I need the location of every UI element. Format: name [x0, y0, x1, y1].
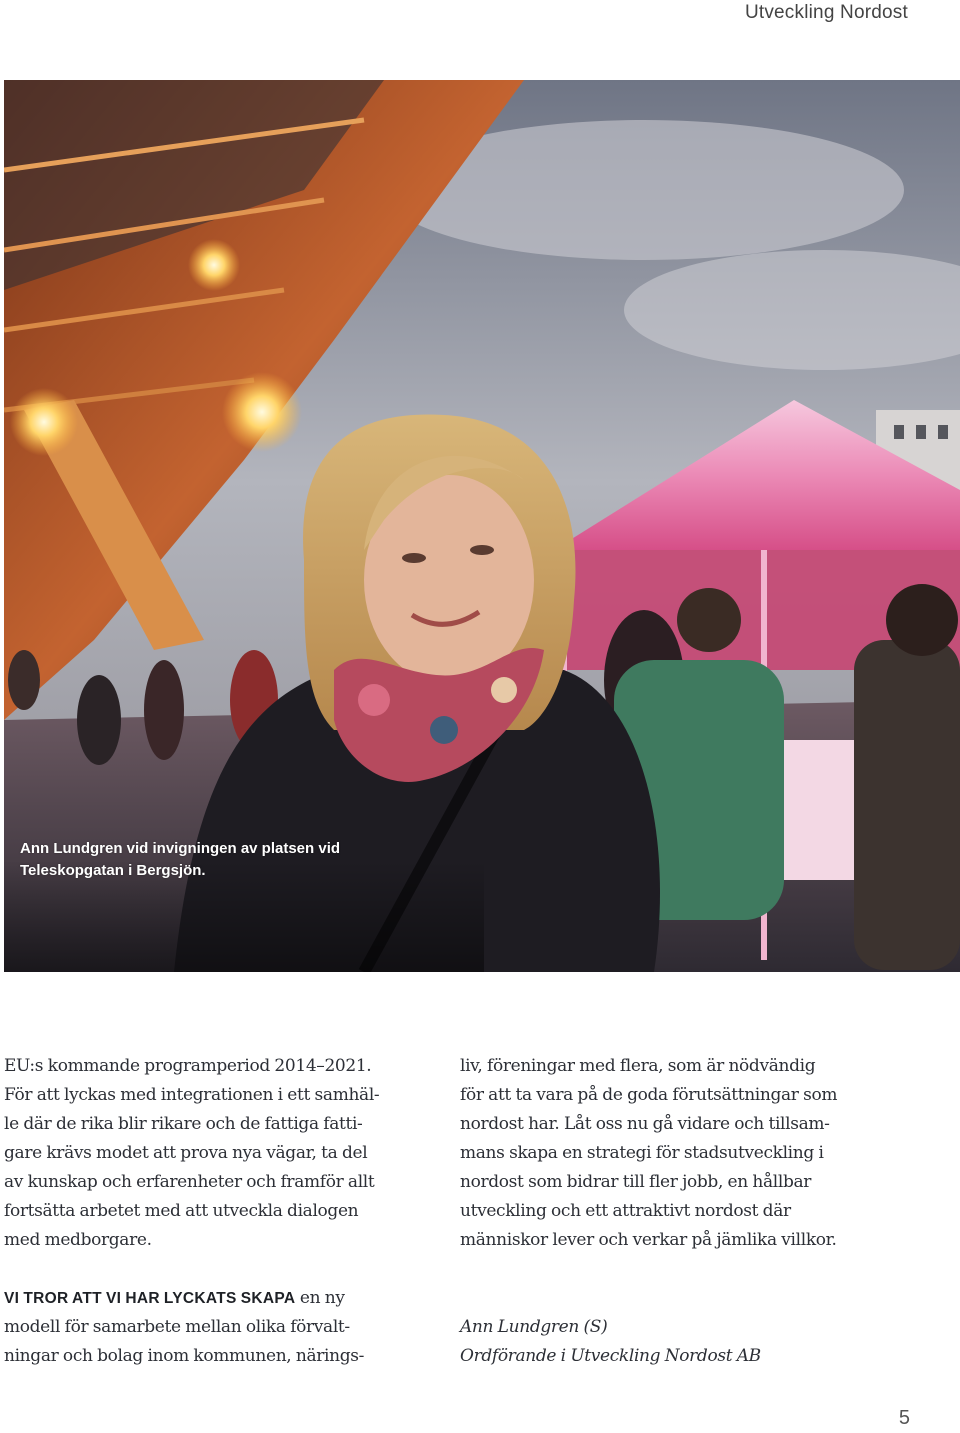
lamp-light	[10, 388, 78, 456]
background-person	[8, 650, 40, 710]
signature-name: Ann Lundgren (S)	[460, 1317, 608, 1337]
background-person	[77, 675, 121, 765]
body-text-line: utveckling och ett attraktivt nordost där	[460, 1201, 791, 1221]
body-text-line: liv, föreningar med flera, som är nödvändig	[460, 1056, 816, 1076]
background-person-head	[677, 588, 741, 652]
building-window	[916, 425, 926, 439]
photo-caption-line: Ann Lundgren vid invigningen av platsen vid	[20, 840, 341, 857]
body-text-line: le där de rika blir rikare och de fattiga fatti-	[4, 1114, 363, 1134]
background-person-head	[886, 584, 958, 656]
signature-block	[460, 1313, 880, 1371]
body-column-left-bottom	[4, 1284, 424, 1371]
body-text-line: För att lyckas med integrationen i ett samhäl-	[4, 1085, 380, 1105]
background-person	[854, 640, 960, 970]
body-text-line: ningar och bolag inom kommunen, närings-	[4, 1346, 365, 1366]
body-text-line: gare krävs modet att prova nya vägar, ta del	[4, 1143, 368, 1163]
body-column-left-top	[4, 1052, 424, 1255]
background-person	[144, 660, 184, 760]
portrait-eye	[402, 553, 426, 563]
lamp-light	[222, 372, 302, 452]
scarf-flower-pattern	[358, 684, 390, 716]
body-text-line: av kunskap och erfarenheter och framför allt	[4, 1172, 375, 1192]
body-text-line: EU:s kommande programperiod 2014–2021.	[4, 1056, 372, 1076]
lead-line-rest: en ny	[295, 1288, 345, 1308]
body-column-right	[460, 1052, 880, 1255]
running-head-title: Utveckling Nordost	[744, 2, 908, 23]
lamp-light	[188, 239, 240, 291]
body-text-line: nordost har. Låt oss nu gå vidare och tillsam-	[460, 1114, 830, 1134]
building-window	[938, 425, 948, 439]
body-text-line: modell för samarbete mellan olika förvalt-	[4, 1317, 350, 1337]
body-text-line: för att ta vara på de goda förutsättningar som	[460, 1085, 838, 1105]
body-text-line: mans skapa en strategi för stadsutveckling i	[460, 1143, 824, 1163]
scarf-flower-pattern	[430, 716, 458, 744]
body-text-line: människor lever och verkar på jämlika villkor.	[460, 1230, 837, 1250]
page-number: 5	[898, 1407, 910, 1429]
portrait-eye	[470, 545, 494, 555]
photo-caption-line: Teleskopgatan i Bergsjön.	[20, 862, 206, 879]
building-window	[894, 425, 904, 439]
scarf-flower-pattern	[491, 677, 517, 703]
signature-title: Ordförande i Utveckling Nordost AB	[460, 1346, 761, 1366]
body-text-line: fortsätta arbetet med att utveckla dialogen	[4, 1201, 359, 1221]
body-text-line: med medborgare.	[4, 1230, 152, 1250]
photo-caption	[20, 838, 440, 882]
lead-in-caps: VI TROR ATT VI HAR LYCKATS SKAPA	[4, 1290, 296, 1307]
body-text-line-lead	[4, 1284, 424, 1313]
body-text-line: nordost som bidrar till fler jobb, en hållbar	[460, 1172, 812, 1192]
